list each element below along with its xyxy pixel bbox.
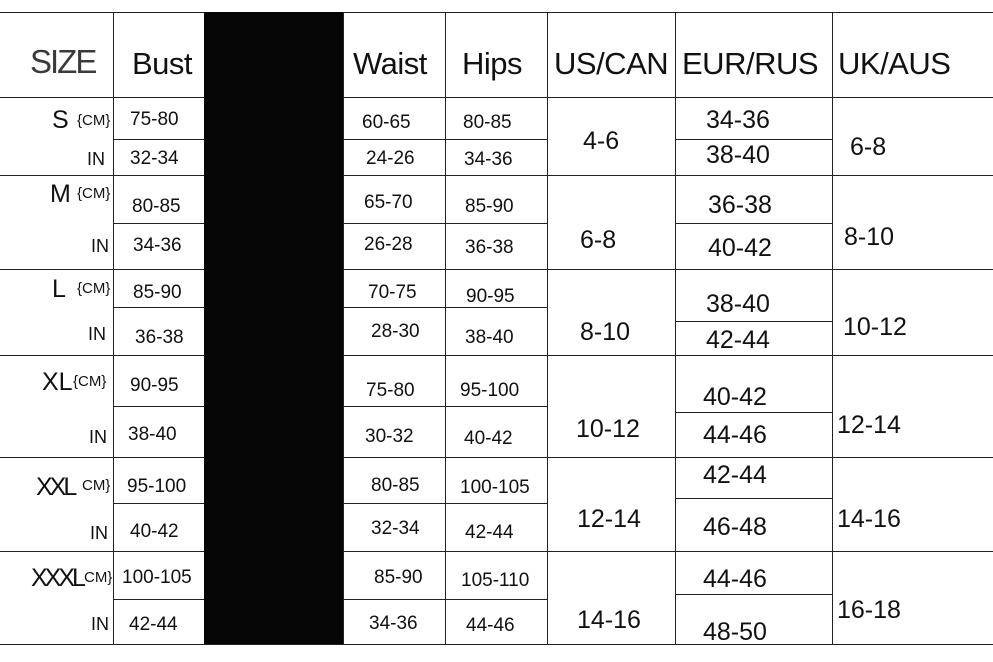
in-unit-label: IN [91,614,109,634]
eur-rus-value: 38-40 [706,141,770,169]
grid-line [0,551,993,552]
redacted-column [204,12,343,644]
grid-line [0,457,993,458]
header-us-can: US/CAN [554,46,669,81]
bust-cm: 100-105 [122,567,192,588]
cm-unit-label: {CM} [77,185,111,202]
bust-cm: 90-95 [130,375,179,396]
bust-cm: 95-100 [127,476,187,497]
us-can-value: 12-14 [577,505,641,533]
grid-line [675,223,833,224]
hips-in: 38-40 [465,327,514,348]
hips-in: 36-38 [465,237,514,258]
in-unit-label: IN [91,236,109,256]
hips-cm: 105-110 [461,570,530,591]
grid-line [675,321,833,322]
hips-in: 40-42 [464,428,513,449]
bust-cm: 75-80 [130,109,179,130]
eur-rus-value: 42-44 [703,461,767,489]
header-hips: Hips [462,46,523,81]
cm-unit-label: CM} [82,477,111,494]
bust-in: 40-42 [130,521,179,542]
waist-cm: 80-85 [371,475,420,496]
size-label: XL [42,368,73,396]
waist-in: 34-36 [369,613,418,634]
eur-rus-value: 44-46 [703,565,767,593]
eur-rus-value: 36-38 [708,191,772,219]
grid-line [0,12,993,13]
waist-in: 24-26 [366,148,415,169]
bust-in: 36-38 [135,327,184,348]
size-label: S [52,106,69,134]
bust-cm: 85-90 [133,282,182,303]
header-size: SIZE [30,43,96,80]
header-eur-rus: EUR/RUS [682,46,819,81]
waist-in: 26-28 [364,234,413,255]
waist-cm: 60-65 [362,112,411,133]
eur-rus-value: 38-40 [706,290,770,318]
hips-cm: 95-100 [460,380,520,401]
grid-line [0,355,993,356]
eur-rus-value: 44-46 [703,421,767,449]
size-label: M [50,180,71,208]
grid-line [0,644,993,645]
grid-line [0,269,993,270]
uk-aus-value: 16-18 [837,596,901,624]
grid-line [113,12,114,644]
waist-in: 28-30 [371,321,420,342]
hips-in: 42-44 [465,522,514,543]
us-can-value: 8-10 [580,318,631,346]
hips-cm: 85-90 [465,196,514,217]
uk-aus-value: 6-8 [850,133,887,161]
uk-aus-value: 10-12 [843,313,907,341]
us-can-value: 14-16 [577,606,641,634]
waist-in: 30-32 [365,426,414,447]
grid-line [675,594,833,595]
in-unit-label: IN [90,523,108,543]
grid-line [832,12,833,644]
grid-line [445,12,446,644]
uk-aus-value: 12-14 [837,411,901,439]
hips-in: 34-36 [464,149,513,170]
bust-in: 34-36 [133,235,182,256]
us-can-value: 6-8 [580,226,617,254]
uk-aus-value: 8-10 [844,223,895,251]
uk-aus-value: 14-16 [837,505,901,533]
us-can-value: 4-6 [583,127,620,155]
in-unit-label: IN [89,427,107,447]
size-label: XXXL [31,564,83,592]
eur-rus-value: 40-42 [703,383,767,411]
cm-unit-label: {CM} [73,373,107,390]
hips-cm: 80-85 [463,112,512,133]
hips-cm: 90-95 [466,286,515,307]
header-waist: Waist [353,46,427,81]
cm-unit-label: {CM} [77,112,111,129]
cm-unit-label: CM} [84,569,113,586]
in-unit-label: IN [88,324,106,344]
eur-rus-value: 46-48 [703,513,767,541]
header-bust: Bust [132,46,193,81]
bust-in: 32-34 [130,148,179,169]
size-label: XXL [36,473,75,501]
waist-cm: 75-80 [366,380,415,401]
grid-line [343,12,344,644]
grid-line [0,97,993,98]
us-can-value: 10-12 [576,415,640,443]
grid-line [675,12,676,644]
size-label: L [52,275,66,303]
eur-rus-value: 34-36 [706,106,770,134]
hips-cm: 100-105 [460,477,530,498]
cm-unit-label: {CM} [77,280,111,297]
waist-cm: 65-70 [364,192,413,213]
grid-line [675,498,833,499]
waist-in: 32-34 [371,518,420,539]
bust-cm: 80-85 [132,196,181,217]
eur-rus-value: 42-44 [706,326,770,354]
bust-in: 42-44 [129,614,178,635]
bust-in: 38-40 [128,424,177,445]
header-uk-aus: UK/AUS [838,46,951,81]
in-unit-label: IN [87,149,105,169]
grid-line [547,12,548,644]
waist-cm: 70-75 [368,282,417,303]
hips-in: 44-46 [466,615,515,636]
eur-rus-value: 48-50 [703,618,767,646]
grid-line [675,139,833,140]
grid-line [0,175,993,176]
waist-cm: 85-90 [374,567,423,588]
eur-rus-value: 40-42 [708,234,772,262]
grid-line [675,412,833,413]
